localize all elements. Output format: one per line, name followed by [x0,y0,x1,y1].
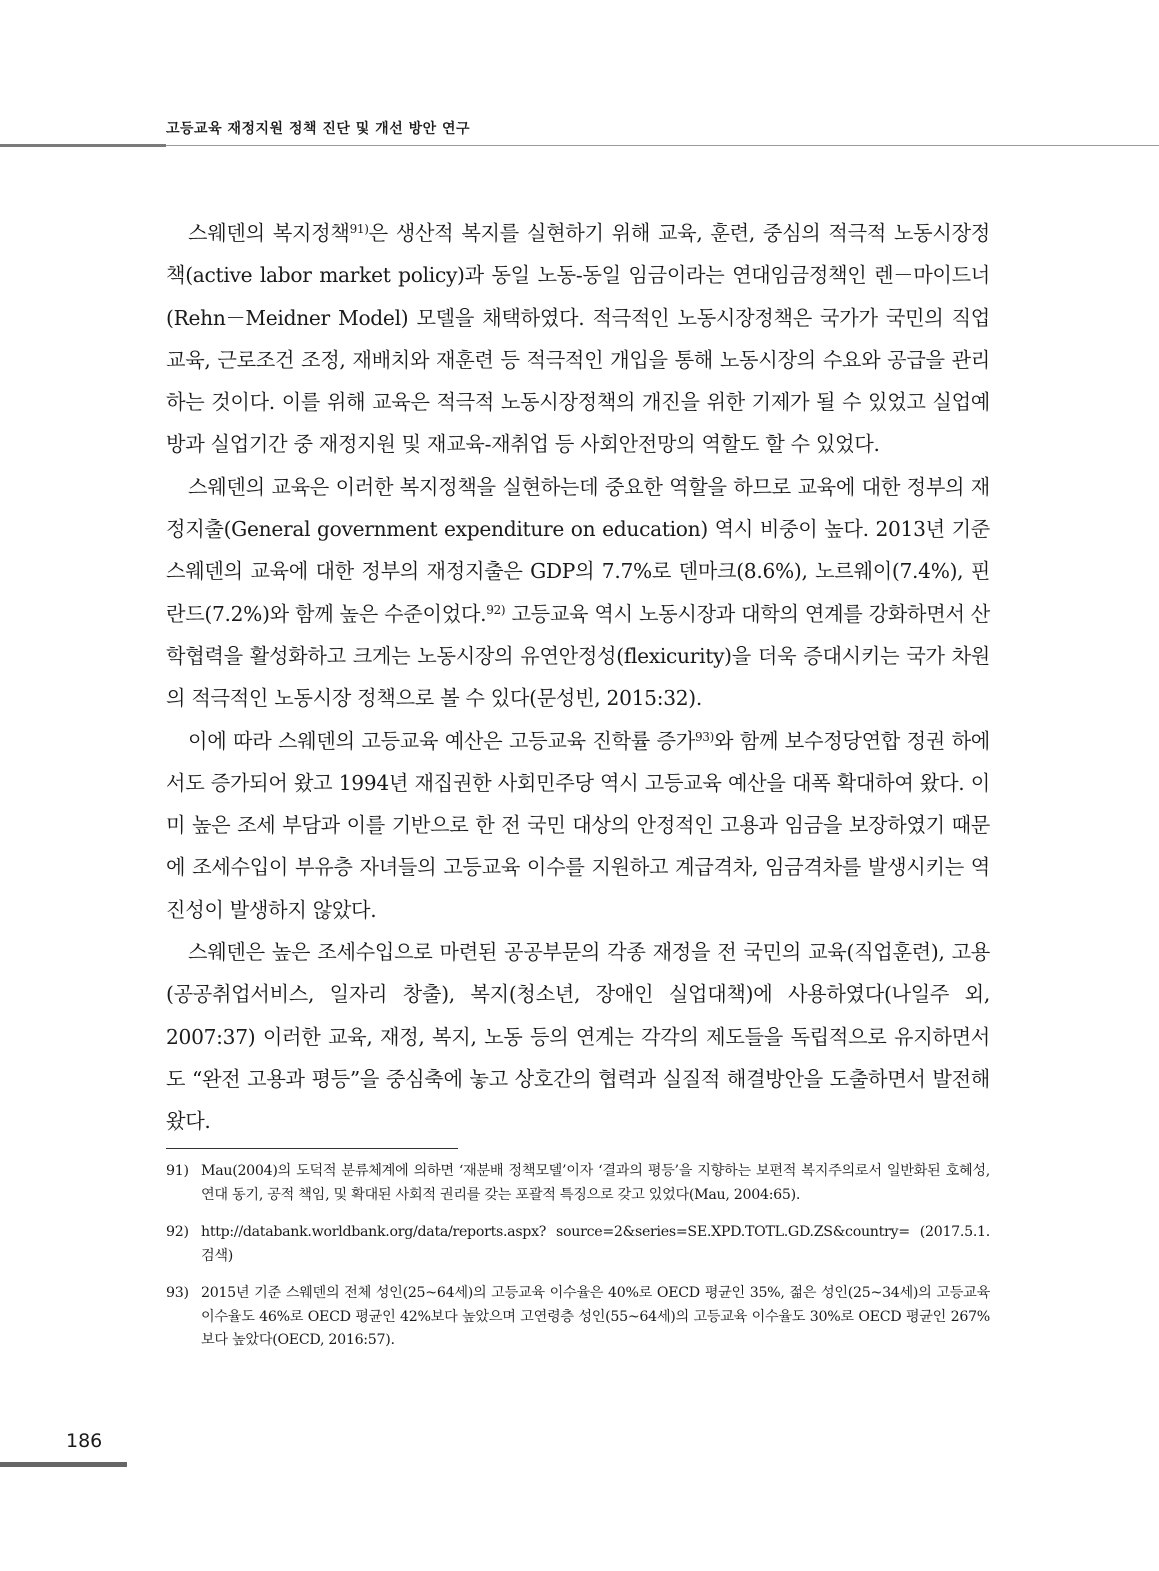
footnote-text: 2015년 기준 스웨덴의 전체 성인(25~64세)의 고등교육 이수율은 40%로 OECD 평균인 35%, 젊은 성인(25~34세)의 고등교육 이수율도 46%로 OECD 평균인 42%보다 높았으며 고연령층 성인(55~64세)의 고등교육 이수율도 30%로 OECD 평균인 267%보다 높았다(OECD, 2016:57). [201,1285,990,1348]
text-run: 스웨덴의 복지정책 [188,221,350,245]
header-rule [166,145,1159,146]
footnote-number: 92) [166,1224,189,1240]
text-run: 스웨덴의 교육은 이러한 복지정책을 실현하는데 중요한 역할을 하므로 교육에 대한 정부의 재정지출(General government expenditure on education) 역시 비중이 높다. 2013년 기준 스웨덴의 교육에 대한 정부의 재정지출은 GDP의 7.7%로 덴마크(8.6%), 노르웨이(7.4%), 핀란드(7.2%)와 함께 높은 수준이었다. [166,474,990,626]
footnote-number: 93) [166,1285,189,1301]
footnote [166,1160,990,1207]
text-run: 이에 따라 스웨덴의 고등교육 예산은 고등교육 진학률 증가 [188,728,695,753]
footnotes [166,1160,990,1367]
footnote-ref: 92) [486,602,506,617]
running-header-title: 고등교육 재정지원 정책 진단 및 개선 방안 연구 [166,121,471,137]
footnote [166,1221,990,1268]
page-number: 186 [66,1430,103,1452]
footnote-ref: 91) [349,222,369,236]
footnote [166,1282,990,1353]
text-run: 와 함께 보수정당연합 정권 하에서도 증가되어 왔고 1994년 재집권한 사회민주당 역시 고등교육 예산을 대폭 확대하여 왔다. 이미 높은 조세 부담과 이를 기반으로 한 전 국민 대상의 안정적인 고용과 임금을 보장하였기 때문에 조세수입이 부유층 자녀들의 고등교육 이수를 지원하고 계급격차, 임금격차를 발생시키는 역진성이 발생하지 않았다. [166,728,990,922]
text-run: 스웨덴은 높은 조세수입으로 마련된 공공부문의 각종 재정을 전 국민의 교육(직업훈련), 고용(공공취업서비스, 일자리 창출), 복지(청소년, 장애인 실업대책)에 사용하였다(나일주 외, 2007:37) 이러한 교육, 재정, 복지, 노동 등의 연계는 각각의 제도들을 독립적으로 유지하면서도 “완전 고용과 평등”을 중심축에 놓고 상호간의 협력과 실질적 해결방안을 도출하면서 발전해 왔다. [166,940,990,1134]
footer-rule [0,1462,127,1467]
paragraph [166,931,990,1142]
text-run: 은 생산적 복지를 실현하기 위해 교육, 훈련, 중심의 적극적 노동시장정책(active labor market policy)과 동일 노동-동일 임금이라는 연대임금정책인 렌－마이드너(Rehn－Meidner Model) 모델을 채택하였다. 적극적인 노동시장정책은 국가가 국민의 직업교육, 근로조건 조정, 재배치와 재훈련 등 적극적인 개입을 통해 노동시장의 수요와 공급을 관리하는 것이다. 이를 위해 교육은 적극적 노동시장정책의 개진을 위한 기제가 될 수 있었고 실업예방과 실업기간 중 재정지원 및 재교육-재취업 등 사회안전망의 역할도 할 수 있었다. [166,221,990,457]
paragraph [166,466,990,720]
footnote-text: http://databank.worldbank.org/data/reports.aspx? source=2&series=SE.XPD.TOTL.GD.ZS&country= (2017.5.1. 검색) [201,1224,990,1264]
footnote-separator [166,1148,458,1149]
footnote-text: Mau(2004)의 도덕적 분류체계에 의하면 ‘재분배 정책모델’이자 ‘결과의 평등’을 지향하는 보편적 복지주의로서 일반화된 호혜성, 연대 동기, 공적 책임, 및 확대된 사회적 권리를 갖는 포괄적 특징으로 갖고 있었다(Mau, 2004:65). [201,1163,990,1203]
header-rule-accent [0,144,166,147]
text-run: 고등교육 역시 노동시장과 대학의 연계를 강화하면서 산학협력을 활성화하고 크게는 노동시장의 유연안정성(flexicurity)을 더욱 증대시키는 국가 차원의 적극적인 노동시장 정책으로 볼 수 있다(문성빈, 2015:32). [166,601,990,711]
footnote-number: 91) [166,1163,189,1179]
body-text [166,212,990,1143]
paragraph [166,212,990,466]
footnote-ref: 93) [694,729,715,744]
paragraph [166,720,990,931]
